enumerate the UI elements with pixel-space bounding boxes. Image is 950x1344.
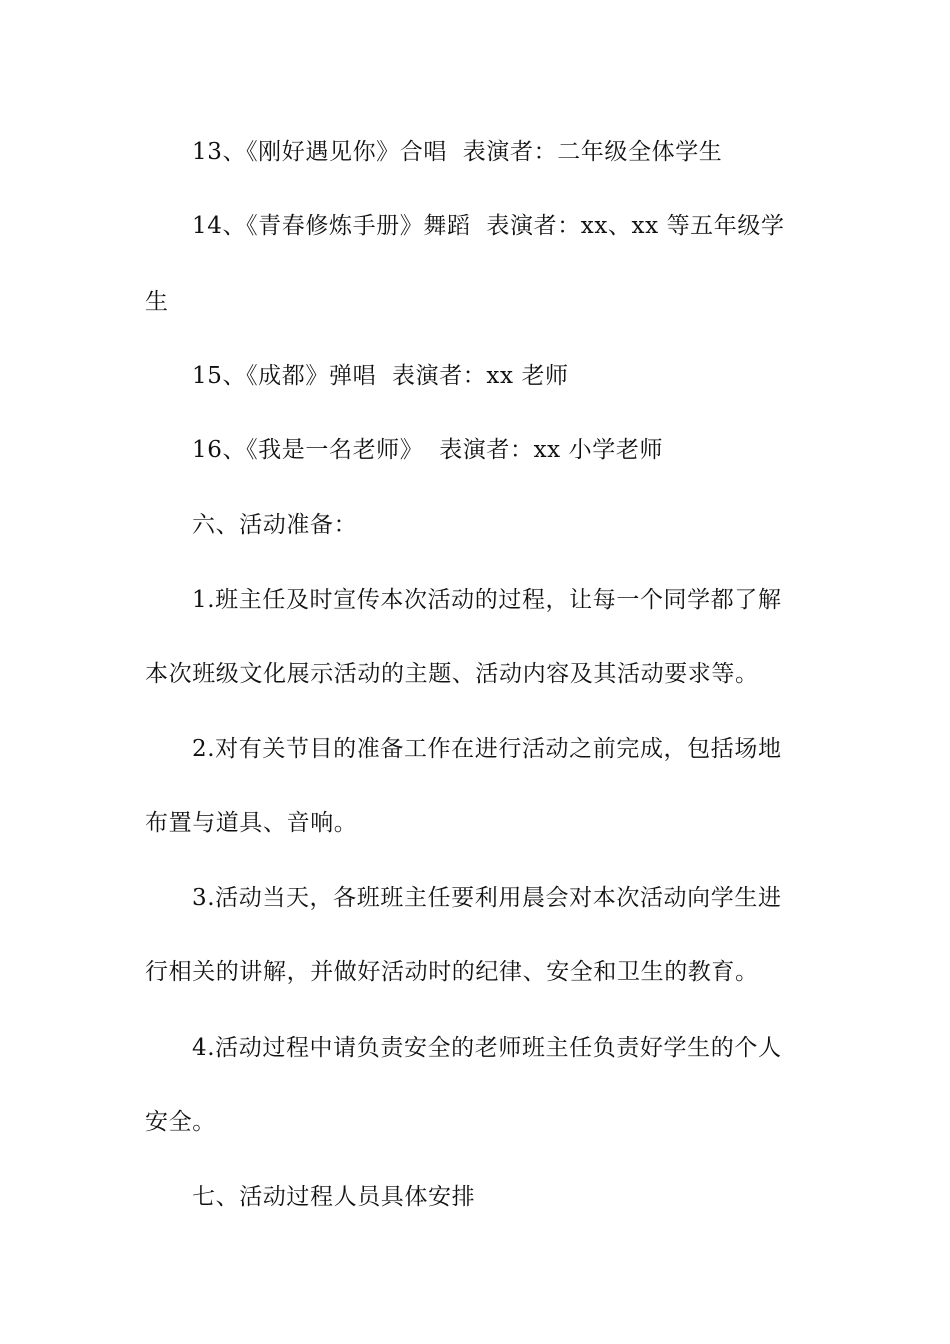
prep-item-3-line-1: 3.活动当天，各班班主任要利用晨会对本次活动向学生进	[192, 885, 782, 911]
prep-item-2-line-1: 2.对有关节目的准备工作在进行活动之前完成，包括场地	[192, 736, 782, 762]
prep-item-4-line-1: 4.活动过程中请负责安全的老师班主任负责好学生的个人	[192, 1035, 782, 1061]
item-13-line-1: 13、《刚好遇见你》合唱 表演者：二年级全体学生	[192, 139, 723, 165]
prep-item-4-line-2: 安全。	[145, 1109, 216, 1135]
item-14-line-2: 生	[145, 289, 169, 315]
section-six-heading: 六、活动准备：	[192, 512, 358, 538]
prep-item-2-line-2: 布置与道具、音响。	[145, 810, 358, 836]
section-seven-heading: 七、活动过程人员具体安排	[192, 1184, 476, 1210]
item-14-line-1: 14、《青春修炼手册》舞蹈 表演者：xx、xx 等五年级学	[192, 213, 785, 239]
prep-item-1-line-2: 本次班级文化展示活动的主题、活动内容及其活动要求等。	[145, 661, 759, 687]
item-15-line-1: 15、《成都》弹唱 表演者：xx 老师	[192, 363, 569, 389]
prep-item-1-line-1: 1.班主任及时宣传本次活动的过程，让每一个同学都了解	[192, 587, 782, 613]
prep-item-3-line-2: 行相关的讲解，并做好活动时的纪律、安全和卫生的教育。	[145, 959, 759, 985]
item-16-line-1: 16、《我是一名老师》 表演者：xx 小学老师	[192, 437, 664, 463]
